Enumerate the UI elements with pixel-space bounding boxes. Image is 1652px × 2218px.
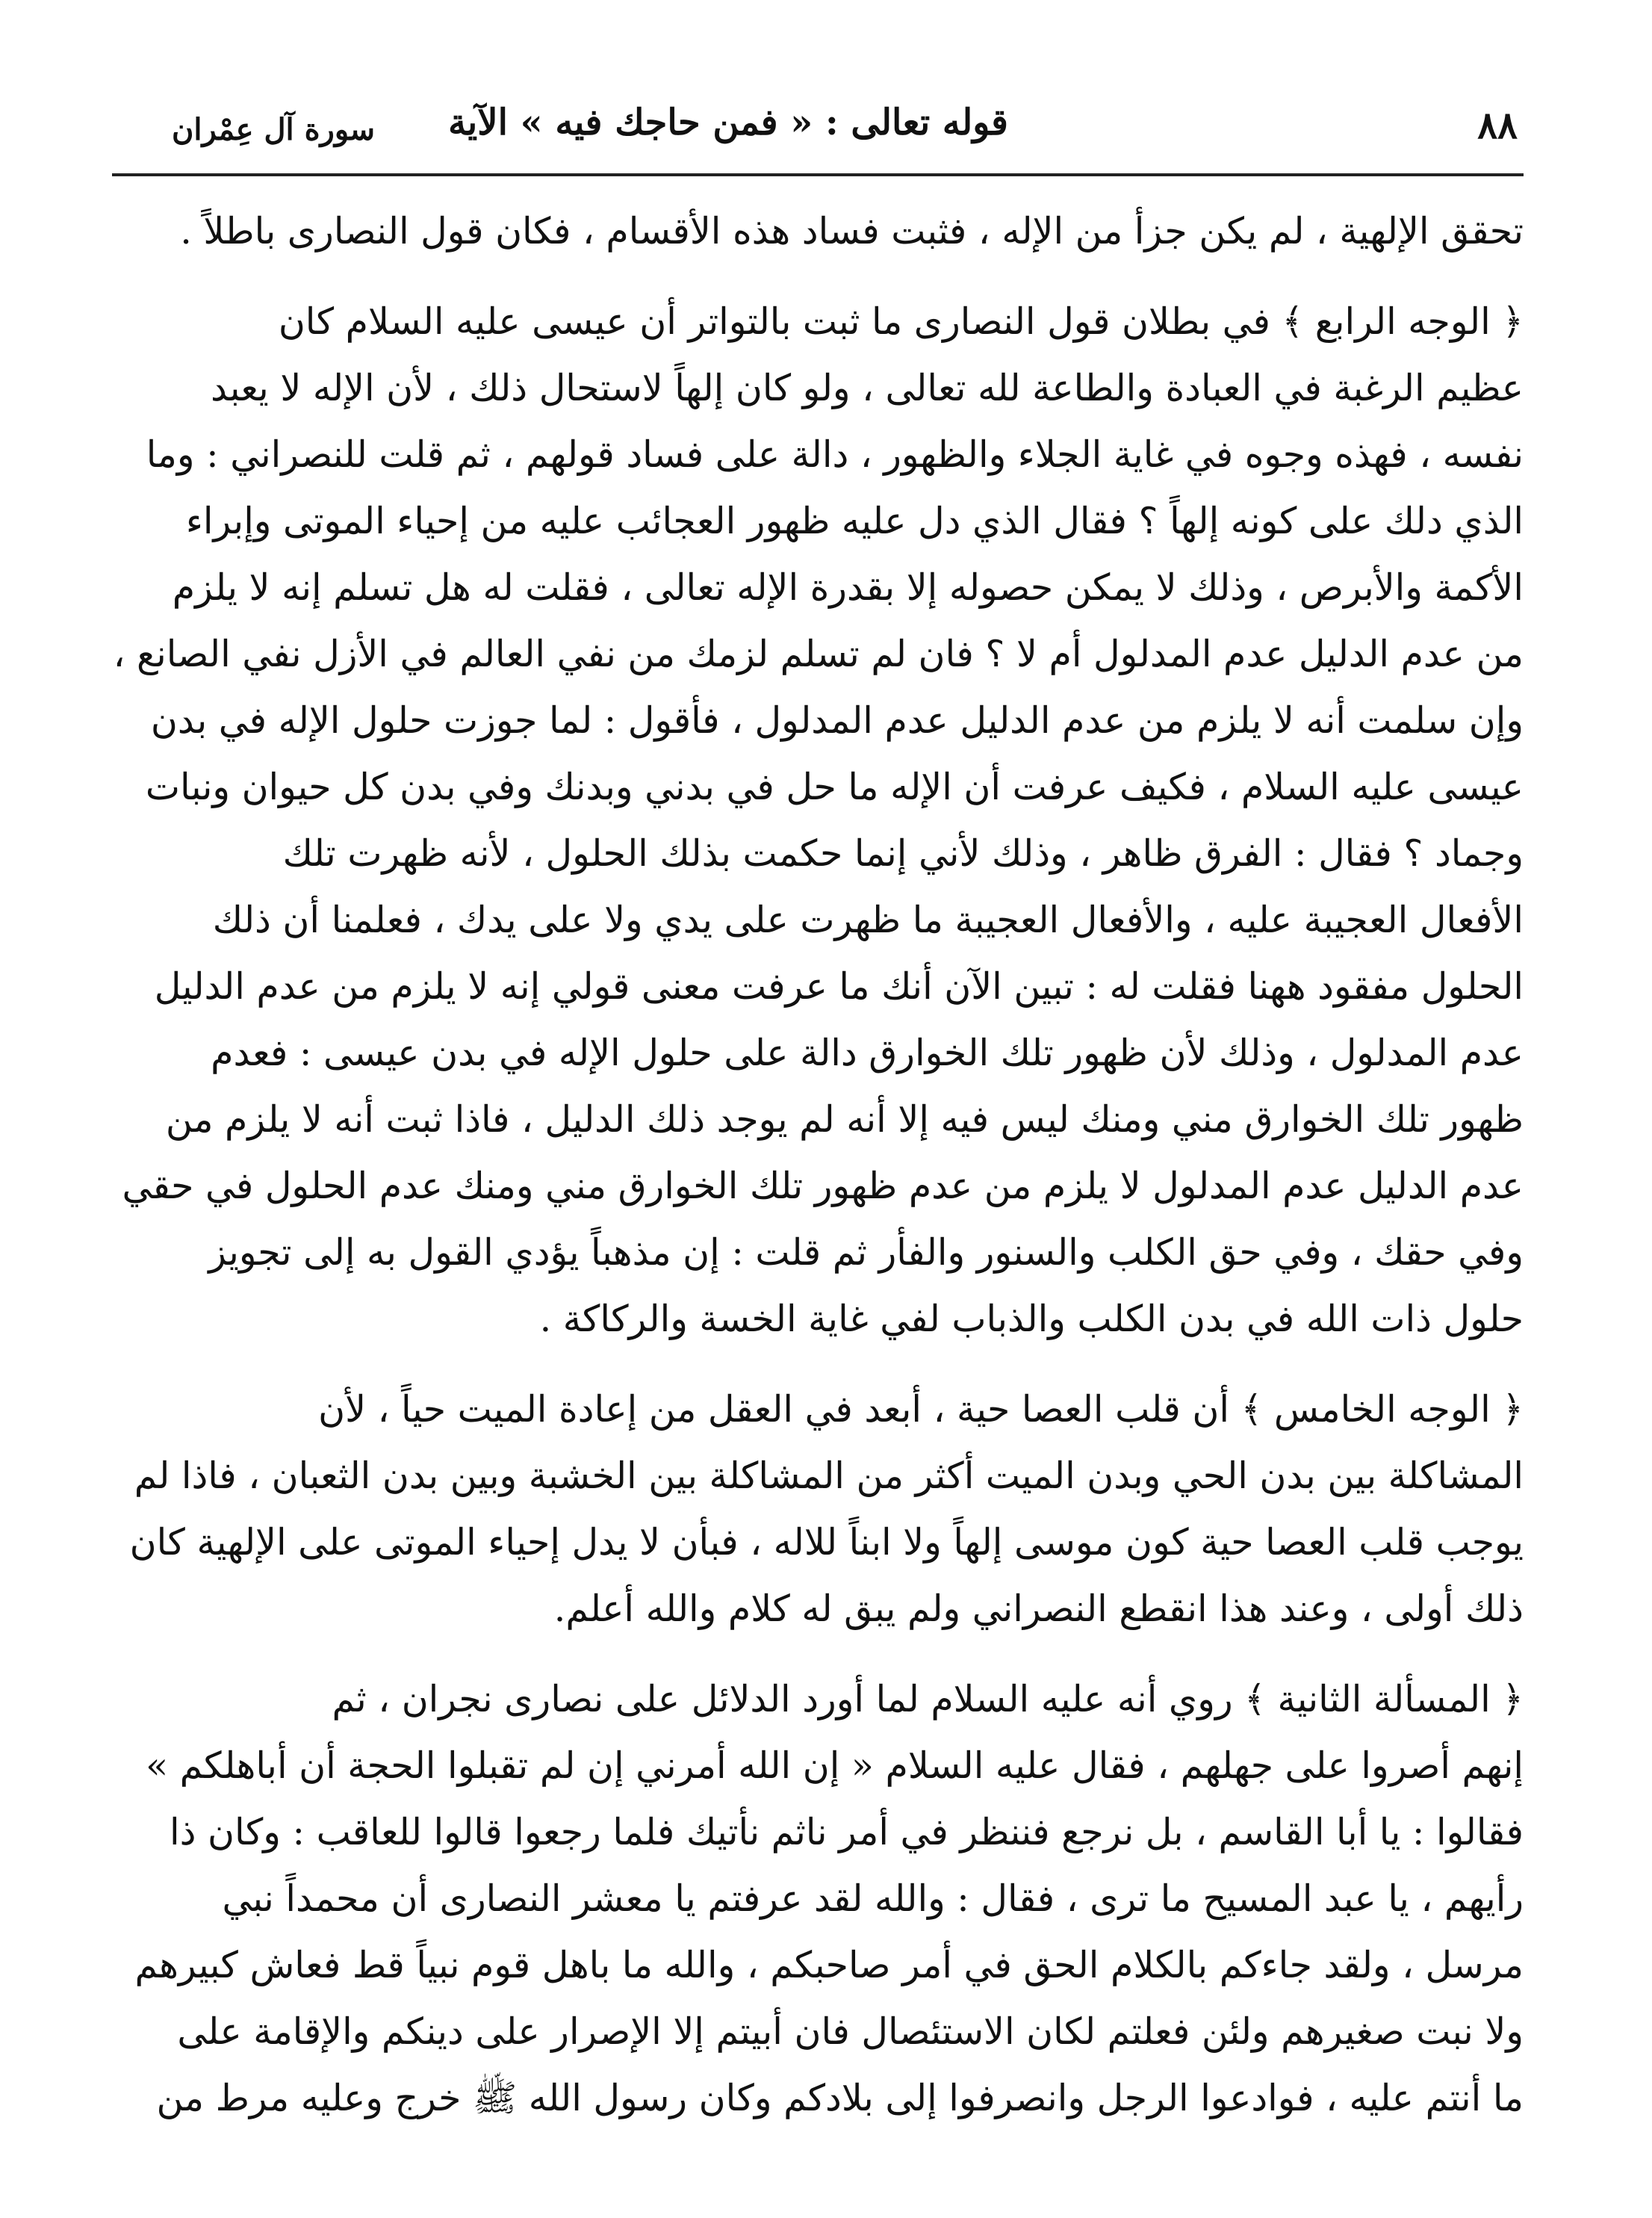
paragraph: [112, 1666, 1524, 2131]
paragraph: [112, 1376, 1524, 1642]
text-line: عيسى عليه السلام ، فكيف عرفت أن الإله ما حل في بدني وبدنك وفي بدن كل حيوان ونبات: [145, 766, 1524, 808]
book-page: [112, 90, 1524, 2181]
page-header: [112, 90, 1524, 157]
text-line: حلول ذات الله في بدن الكلب والذباب لفي غاية الخسة والركاكة .: [539, 1298, 1524, 1340]
text-line: وفي حقك ، وفي حق الكلب والسنور والفأر ثم قلت : إن مذهباً يؤدي القول به إلى تجويز: [208, 1231, 1524, 1274]
header-divider: [112, 173, 1524, 176]
text-line: يوجب قلب العصا حية كون موسى إلهاً ولا ابناً للاله ، فبأن لا يدل إحياء الموتى على الإلهية كان: [129, 1521, 1524, 1564]
text-line: ولا نبت صغيرهم ولئن فعلتم لكان الاستئصال فان أبيتم إلا الإصرار على دينكم والإقامة على: [177, 2010, 1524, 2053]
text-line: وجماد ؟ فقال : الفرق ظاهر ، وذلك لأني إنما حكمت بذلك الحلول ، لأنه ظهرت تلك: [282, 832, 1524, 875]
text-line: الأفعال العجيبة عليه ، والأفعال العجيبة ما ظهرت على يدي ولا على يدك ، فعلمنا أن ذلك: [212, 899, 1524, 941]
text-line: مرسل ، ولقد جاءكم بالكلام الحق في أمر صاحبكم ، والله ما باهل قوم نبياً قط فعاش كبيرهم: [134, 1944, 1524, 1986]
text-line: نفسه ، فهذه وجوه في غاية الجلاء والظهور ، دالة على فساد قولهم ، ثم قلت للنصراني : وما: [146, 433, 1524, 476]
paragraph-gap: [112, 264, 1524, 288]
text-line: ظهور تلك الخوارق مني ومنك ليس فيه إلا أنه لم يوجد ذلك الدليل ، فاذا ثبت أنه لا يلزم من: [165, 1098, 1524, 1141]
paragraph: [112, 288, 1524, 1352]
paragraph: [112, 198, 1524, 264]
running-title: قوله تعالى : « فمن حاجك فيه » الآية: [448, 102, 1008, 143]
text-line: ﴿ المسألة الثانية ﴾ روي أنه عليه السلام لما أورد الدلائل على نصارى نجران ، ثم: [332, 1678, 1524, 1720]
text-line: إنهم أصروا على جهلهم ، فقال عليه السلام « إن الله أمرني إن لم تقبلوا الحجة أن أباهلكم »: [146, 1744, 1524, 1787]
text-line: رأيهم ، يا عبد المسيح ما ترى ، فقال : والله لقد عرفتم يا معشر النصارى أن محمداً نبي: [222, 1877, 1524, 1920]
surah-title: سورة آل عِمْران: [172, 112, 376, 147]
text-line: تحقق الإلهية ، لم يكن جزأ من الإله ، فثبت فساد هذه الأقسام ، فكان قول النصارى باطلاً .: [180, 210, 1524, 253]
text-line: ما أنتم عليه ، فوادعوا الرجل وانصرفوا إلى بلادكم وكان رسول الله ﷺ خرج وعليه مرط من: [156, 2077, 1524, 2119]
text-line: ﴿ الوجه الخامس ﴾ أن قلب العصا حية ، أبعد في العقل من إعادة الميت حياً ، لأن: [318, 1388, 1524, 1431]
text-line: ذلك أولى ، وعند هذا انقطع النصراني ولم يبق له كلام والله أعلم.: [553, 1587, 1524, 1630]
text-line: عظيم الرغبة في العبادة والطاعة لله تعالى ، ولو كان إلهاً لاستحال ذلك ، لأن الإله لا يعبد: [210, 367, 1524, 409]
paragraph-gap: [112, 1352, 1524, 1376]
text-line: ﴿ الوجه الرابع ﴾ في بطلان قول النصارى ما ثبت بالتواتر أن عيسى عليه السلام كان: [278, 300, 1524, 343]
text-line: المشاكلة بين بدن الحي وبدن الميت أكثر من المشاكلة بين الخشبة وبين بدن الثعبان ، فاذا لم: [134, 1455, 1524, 1497]
page-number: ٨٨: [1477, 103, 1518, 147]
text-line: وإن سلمت أنه لا يلزم من عدم الدليل عدم المدلول ، فأقول : لما جوزت حلول الإله في بدن: [150, 699, 1524, 742]
text-line: فقالوا : يا أبا القاسم ، بل نرجع فننظر في أمر ناثم نأتيك فلما رجعوا قالوا للعاقب : وكان ذا: [170, 1811, 1524, 1853]
text-line: عدم الدليل عدم المدلول لا يلزم من عدم ظهور تلك الخوارق مني ومنك عدم الحلول في حقي: [122, 1165, 1524, 1207]
page-body: [112, 198, 1524, 2131]
text-line: عدم المدلول ، وذلك لأن ظهور تلك الخوارق دالة على حلول الإله في بدن عيسى : فعدم: [211, 1032, 1524, 1074]
text-line: من عدم الدليل عدم المدلول أم لا ؟ فان لم تسلم لزمك من نفي العالم في الأزل نفي الصانع ،: [113, 633, 1524, 675]
text-line: الحلول مفقود ههنا فقلت له : تبين الآن أنك ما عرفت معنى قولي إنه لا يلزم من عدم الدليل: [154, 965, 1524, 1008]
text-line: الذي دلك على كونه إلهاً ؟ فقال الذي دل عليه ظهور العجائب عليه من إحياء الموتى وإبراء: [185, 500, 1524, 542]
text-line: الأكمة والأبرص ، وذلك لا يمكن حصوله إلا بقدرة الإله تعالى ، فقلت له هل تسلم إنه لا يلزم: [172, 566, 1524, 609]
paragraph-gap: [112, 1642, 1524, 1666]
